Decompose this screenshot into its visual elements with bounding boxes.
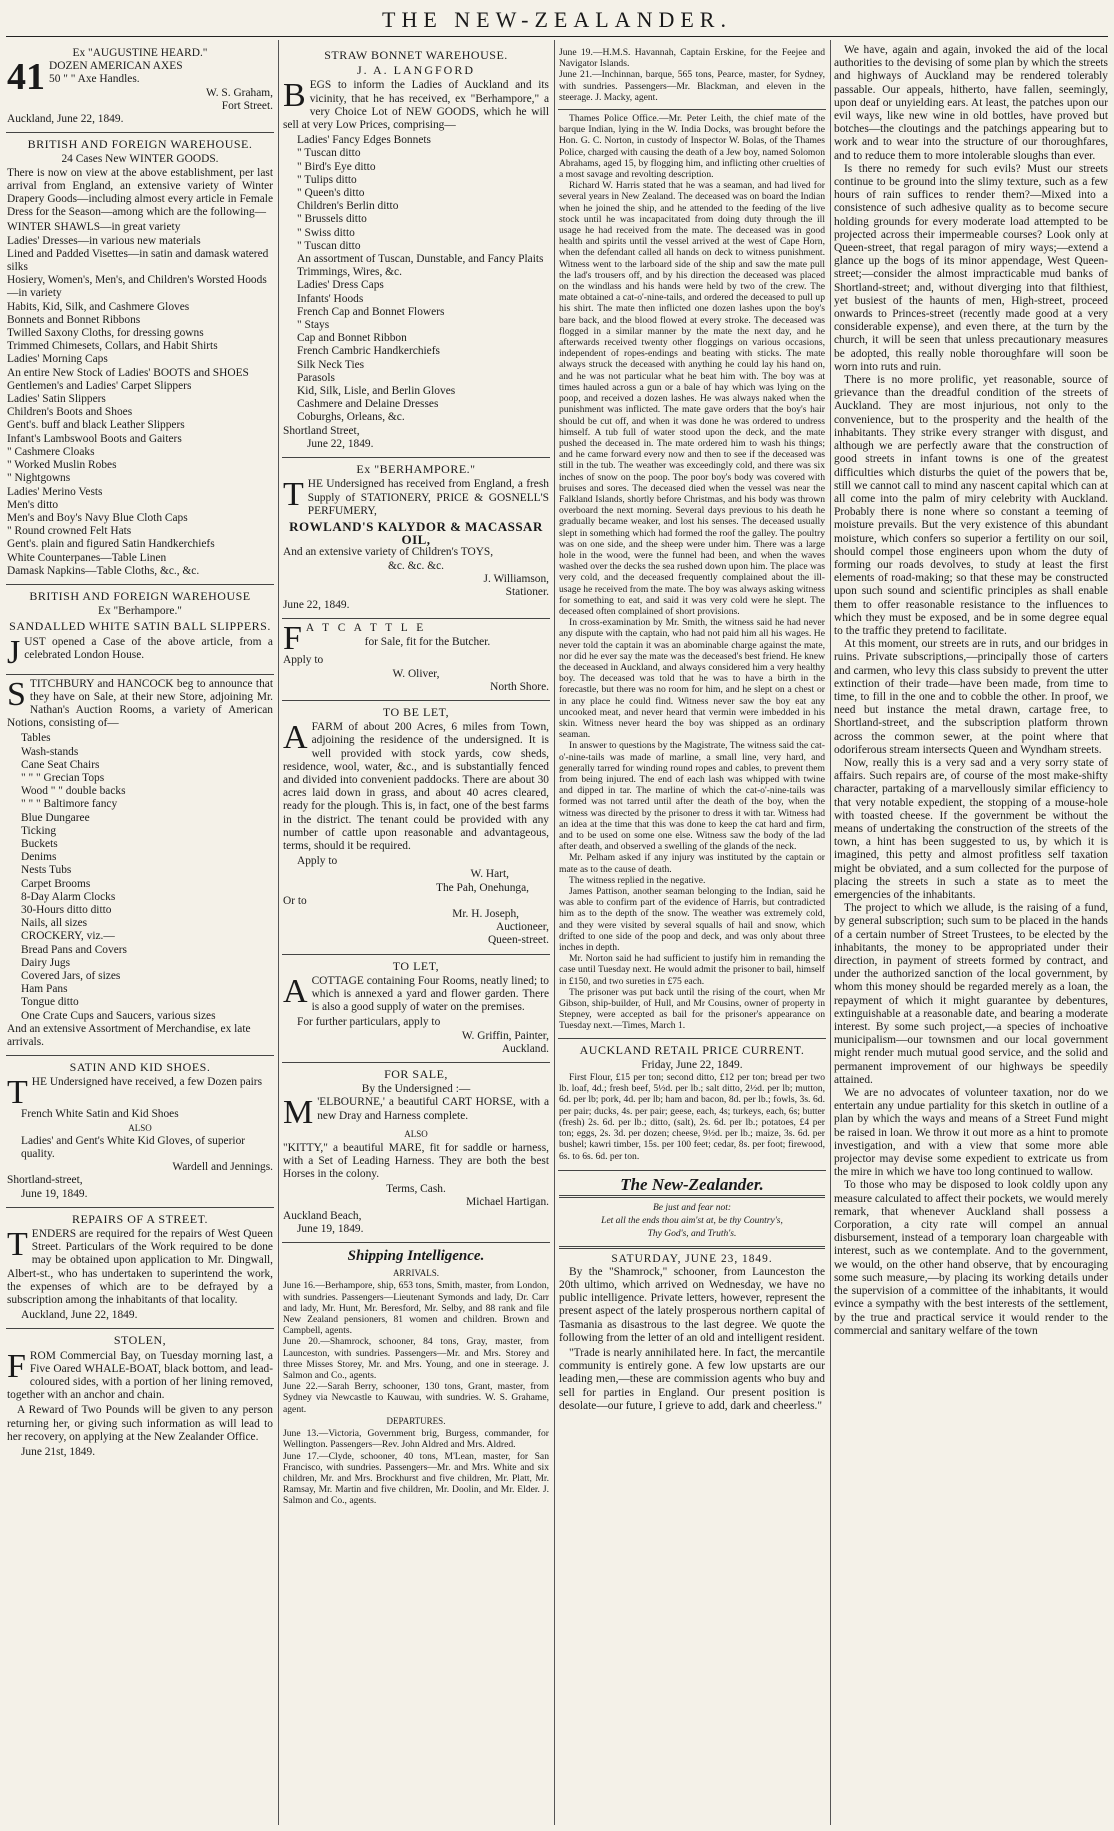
list-item: Ladies' Merino Vests xyxy=(7,485,103,498)
drop-cap: T xyxy=(7,1074,28,1112)
list-item: Men's and Boy's Navy Blue Cloth Caps xyxy=(7,511,188,524)
ad-title: TO BE LET, xyxy=(382,704,450,719)
ad-body: TITCHBURY and HANCOCK beg to announce that they have on Sale, at their new Store, adjoining Mr. Nathan's Auction Rooms, a variety of American Notions, consisting of— xyxy=(7,677,273,730)
ad-date: Auckland, June 22, 1849. xyxy=(21,1309,138,1322)
drop-cap: S xyxy=(7,675,26,713)
ad-signature: J. Williamson, xyxy=(483,572,549,585)
ad-repairs-street xyxy=(6,1208,274,1330)
drop-cap: M xyxy=(283,1094,314,1132)
list-item: White Counterpanes—Table Linen xyxy=(7,551,167,564)
editorial-paragraph: At this moment, our streets are in ruts, and our bridges in ruins. Private subscriptions,—principally those of carters and carmen, who levy this class subsidy to prevent the utter extinction of their trade—have been made, from time to time, to fill in the one and to cobble the other. In proof, we need but instance the metal drawn, cartage free, to Shortland-street, and the subscription platform thrown across the common sewer, at the point where that odoriferous stream intersects Queen and Wyndham streets. xyxy=(834,638,1108,756)
list-item: Nests Tubs xyxy=(21,864,72,877)
item-list xyxy=(7,221,273,577)
ad-signature: W. S. Graham, xyxy=(206,86,273,99)
editorial-paragraph: By the "Shamrock," schooner, from Launceston the 20th ultimo, which arrived on Wednesday, we have no public intelligence. Private letters, however, represent the present aspect of the lately prosperous northern capital of Tasmania as disastrous to the last degree. We quote the following from the letter of an old and intelligent resident. xyxy=(559,1265,825,1344)
ad-date: June 22, 1849. xyxy=(283,599,350,612)
ad-signature-title: Stationer. xyxy=(505,585,549,598)
list-item: Twilled Saxony Cloths, for dressing gowns xyxy=(7,327,204,340)
list-item: Men's ditto xyxy=(7,498,59,511)
ad-title: FOR SALE, xyxy=(384,1067,448,1082)
thames-police-report xyxy=(558,110,826,1039)
list-item: Blue Dungaree xyxy=(21,811,90,824)
price-current xyxy=(558,1039,826,1171)
shipping-entry: June 22.—Sarah Berry, schooner, 130 tons, Grant, master, from Sydney via Newcastle to Kauwau, with sundries. W. S. Grahame, agent. xyxy=(283,1381,549,1415)
ad-body: ROM Commercial Bay, on Tuesday morning last, a Five Oared WHALE-BOAT, black bottom, and lead-coloured sides, with a portion of her lining removed, together with an anchor and chain. xyxy=(7,1349,273,1402)
list-item: Carpet Brooms xyxy=(21,877,91,890)
section-title: AUCKLAND RETAIL PRICE CURRENT. xyxy=(579,1042,805,1057)
list-item: One Crate Cups and Saucers, various sizes xyxy=(21,1009,216,1022)
ad-line: DOZEN AMERICAN AXES xyxy=(49,60,183,73)
list-item: " Brussels ditto xyxy=(297,213,367,226)
list-item: WINTER SHAWLS—in great variety xyxy=(7,221,181,234)
list-item: Dairy Jugs xyxy=(21,956,71,969)
article-body xyxy=(559,113,825,1032)
ad-body: ENDERS are required for the repairs of West Queen Street. Particulars of the Work required to be done may be obtained upon application to Mr. Dingwall, Albert-st., who has undertaken to superintend the work, the expenses of which are to be defrayed by a subscription among the inhabitants of that locality. xyxy=(7,1228,273,1307)
list-item: " Bird's Eye ditto xyxy=(297,160,376,173)
list-item: Ladies' Dress Caps xyxy=(297,279,384,292)
list-item: Parasols xyxy=(297,371,335,384)
list-item: Cashmere and Delaine Dresses xyxy=(297,398,439,411)
list-item: Denims xyxy=(21,851,57,864)
editorial-paragraph: There is no more prolific, yet reasonable, source of grievance than the dreadful condition of the streets of Auckland. They are most injurious, not only to the convenience, but to the prosperity and the health of the inhabitants. They strike every stranger with disgust, and although we are perfectly aware that the construction of good streets in infant towns is one of the greatest difficulties which disturbs the quiet of the powers that be, still we cannot call to mind any nascent capital which can at all come into the palm of miry celebrity with Auckland. Probably there is none where so constant a teeming of moisture prevails. But the very existence of this abundant moisture, which confers so superior a fertility on our soil, should compel those engineers upon whom the duty of forming our roads devolves, to study at least the first elements of road-making; so that these may be constructed upon such sound and scientific principles as shall enable them to offer reasonable resistance to the influences to which they must be exposed, and be in some degree equal to the traffic they pretend to facilitate. xyxy=(834,374,1108,637)
editorial-paragraph: Is there no remedy for such evils? Must our streets continue to be ground into the slimy texture, such as a few hours of rain suffices to render them?—Mixed into a consistence of such adhesive quality as to become secure holding grounds for every moderate load attempted to be projected across their impermeable courses? Look only at Queen-street, that regal paragon of miry ways;—extend a glance up the bogs of its minor appendage, West Queen-street;—consider the almost impracticable mud banks of Shortland-street; and, without diverging into that filthiest, yet busiest of the haunts of men, High-street, proceed onwards to Princes-street (recently made good at a very considerable expense), and even there, at the turn by the church, it will be seen that unless precautionary measures be adopted, this really noble thoroughfare will soon be worn into ruts and ruin. xyxy=(834,162,1108,373)
ad-title: BRITISH AND FOREIGN WAREHOUSE. xyxy=(27,137,253,152)
editorial-paragraph: To those who may be disposed to look coldly upon any measure calculated to affect their pockets, we would merely remark, that whenever Auckland shall possess a Corporation, a city rate will compel an annual disbursement, instead of a temporary loan chargeable with interest, such as we contemplate. And to the government, we would, on the other hand observe, that by encouraging some such measure,—by placing its working details under the supervision of a committee of the inhabitants, it would evince a sympathy with the best interests of the settlement, by the true and practical service it would render to the commercial and sanitary welfare of the town xyxy=(834,1179,1108,1337)
column-4 xyxy=(834,44,1108,1824)
ad-title: STRAW BONNET WAREHOUSE. xyxy=(324,48,508,62)
ad-address: Auckland. xyxy=(501,1042,549,1055)
ad-address: Shortland Street, xyxy=(283,424,360,437)
ad-apply: For further particulars, apply to xyxy=(297,1016,441,1029)
item-list xyxy=(7,732,273,1022)
ad-source: Ex "BERHAMPORE." xyxy=(356,462,476,477)
list-item: Tables xyxy=(21,732,51,745)
ad-date: June 21st, 1849. xyxy=(21,1446,96,1459)
ad-body: UST opened a Case of the above article, from a celebrated London House. xyxy=(24,635,273,661)
ad-signature: W. Oliver, xyxy=(392,667,440,680)
ad-line: Ladies' and Gent's White Kid Gloves, of superior quality. xyxy=(21,1134,246,1161)
ad-heading: J. A. LANGFORD xyxy=(356,63,475,78)
ad-body: There is now on view at the above establishment, per last arrival from England, an extensive variety of Winter Drapery Goods—including almost every article in Female Dress for the Season—among which are the following— xyxy=(7,166,273,219)
article-paragraph: Richard W. Harris stated that he was a seaman, and had lived for several years in New Zealand. The deceased was on board the Indian when he joined the ship, and he attended to the feeding of the live stock until he was incapacitated from doing duty through the ill usage he had received from the mate. The deceased was in good health and spirits until the vessel arrived at the west of Cape Horn, when the defendant called all hands on deck to witness punishment. Witness went to the larboard side of the ship and saw the mate pull the lad's trousers off, and by his direction the deceased was placed on the windlass and his hands were held by two of the crew. The mate obtained a cat-o'-nine-tails, and ordered the deceased to pull up his shirt. The mate then inflicted one dozen lashes upon the boy's bare back, and the blood flowed at every stroke. The deceased was flogged in a similar manner by the mate the next day, and he afterwards received twenty other floggings on various occasions, independent of ropes-endings and beating with sticks. The mate always struck the deceased with anything he could lay his hand on, and he was not particular what he beat him with. The boy was at times hauled across a gun or a bale of hay which was lying on the poop, and received a dozen lashes. He was always naked when the punishment was inflicted. The mate gave orders that the boy's hair should be cut off, and when it was done he was ordered to undress himself. A tub full of water stood upon the deck, and the mate pushed the deceased in. The mate ordered him to wash his things; and he came forward every now and then to see if the deceased was still in the tub. The weather was exceedingly cold, and there was six inches of snow on the poop. The poor boy's body was covered with bruises and sores. The deceased died when the vessel was near the Falkland Islands, shortly before Christmas, and his body was thrown overboard the next morning. Several days previous to his death he gradually became weaker, and lost his senses. The deceased usually slept in something which had formed the roof the galley. The poultry was on one side, and the sheep were under him. There was a large hole in the wood, were the funnel had been, and when the waves washed over the decks the sea rushed down upon him. The place was very cold, and the deceased frequently complained about the ill-usage he received from the mate. The boy was always asking witness for something to eat, and said it was very cold were he slept. The deceased often complained of short provisions. xyxy=(559,180,825,617)
list-item: Tongue ditto xyxy=(21,996,79,1009)
list-item: " Stays xyxy=(297,319,330,332)
editorial-paragraph: We are no advocates of volunteer taxation, nor do we entertain any undue partiality for this sketch in outline of a plan by which the ways and means of a Street Fund might be raised in loan. We throw it out more as a hint to promote investigation, and with a view that some more able projector may devise some expedient to extricate us from the mire in which we have too long continued to wallow. xyxy=(834,1087,1108,1179)
list-item: " Queen's ditto xyxy=(297,187,365,200)
column-rule xyxy=(830,40,831,1825)
list-item: 8-Day Alarm Clocks xyxy=(21,890,116,903)
drop-cap: T xyxy=(7,1226,28,1264)
ad-signature: Michael Hartigan. xyxy=(466,1196,549,1209)
ad-body: "KITTY," a beautiful MARE, fit for saddle or harness, with a Set of Leading Harness. They are both the best Horses in the colony. xyxy=(283,1141,549,1181)
ad-address: Auckland Beach, xyxy=(283,1209,362,1222)
section-title: Shipping Intelligence. xyxy=(347,1248,485,1265)
list-item: Infants' Hoods xyxy=(297,292,364,305)
ad-straw-bonnet xyxy=(282,44,550,458)
departures-list xyxy=(283,1428,549,1506)
column-2 xyxy=(282,44,550,1824)
issue-date: SATURDAY, JUNE 23, 1849. xyxy=(611,1252,773,1265)
list-item: Cane Seat Chairs xyxy=(21,758,100,771)
list-item: 30-Hours ditto ditto xyxy=(21,903,112,916)
ad-body: A Reward of Two Pounds will be given to any person returning her, or giving such information as will lead to her recovery, on applying at the New Zealander Office. xyxy=(7,1404,273,1443)
list-item: Gentlemen's and Ladies' Carpet Slippers xyxy=(7,379,192,392)
price-list: First Flour, £15 per ton; second ditto, £12 per ton; bread per two lb. loaf, 4d.; fresh beef, 5½d. per lb.; salt ditto, 2½d. per lb; mutton, 6d. per lb; pork, 4d. per lb; ham and bacon, 8d. per lb.; fowls, 3s. 6d. per pair; ducks, 4s. per pair; geese, each, 4s; turkeys, each, 6s; butter (fresh) 2s. 6d. per lb.; ditto, (salt), 2s. 6d. per lb.; potatoes, £4 per ton; eggs, 2s. 3d. per dozen; cheese, 9½d. per lb.; maize, 3s. 6d. per bushel; kawri timber, 15s. per 100 feet; cedar, 8s. per foot; firewood, 6s. to 6s. 6d. per ton. xyxy=(559,1072,825,1162)
ad-address: North Shore. xyxy=(490,680,549,693)
list-item: An entire New Stock of Ladies' BOOTS and SHOES xyxy=(7,366,249,379)
shipping-continued xyxy=(558,44,826,110)
article-paragraph: Mr. Norton said he had sufficient to justify him in remanding the case until Tuesday next. He would admit the prisoner to bail, himself in £150, and two sureties in £75 each. xyxy=(559,953,825,987)
list-item: " Cashmere Cloaks xyxy=(7,445,95,458)
editorial-body xyxy=(834,44,1108,1338)
list-item: Wash-stands xyxy=(21,745,79,758)
list-item: Covered Jars, of sizes xyxy=(21,970,121,982)
ad-to-be-let-farm xyxy=(282,701,550,955)
list-item: Infant's Lambswool Boots and Gaiters xyxy=(7,432,182,445)
ad-title: BRITISH AND FOREIGN WAREHOUSE xyxy=(29,588,251,603)
ad-signature: W. Hart, xyxy=(470,868,509,881)
ad-heading: ROWLAND'S KALYDOR & MACASSAR OIL, xyxy=(289,518,543,548)
list-item: " " " Baltimore fancy xyxy=(21,798,118,811)
list-item: " Worked Muslin Robes xyxy=(7,459,117,472)
drop-cap: B xyxy=(283,77,306,115)
ad-address: Fort Street. xyxy=(221,99,273,112)
section-subtitle: ARRIVALS. xyxy=(392,1268,440,1279)
list-item: Nails, all sizes xyxy=(21,917,88,930)
ad-apply: Apply to xyxy=(283,654,324,667)
list-item: Ladies' Dresses—in various new materials xyxy=(7,234,201,247)
ad-heading: SANDALLED WHITE SATIN BALL SLIPPERS. xyxy=(9,619,271,634)
ad-signature: Mr. H. Joseph, xyxy=(452,907,519,920)
list-item: Hosiery, Women's, Men's, and Children's Worsted Hoods—in variety xyxy=(7,274,267,300)
ad-also: ALSO xyxy=(128,1122,152,1133)
list-item: " Tulips ditto xyxy=(297,173,357,186)
editorial-paragraph: Now, really this is a very sad and a very sorry state of affairs. Such repairs are, of course of the most make-shifty character, partaking of a marvellously similar efficiency to that very notable expedient, the stopping of a mouse-hole with toasted cheese. If the government be without the means of undertaking the construction of the streets of the town, a hint has been suggested to us, by which it is imagined, this petty and almost profitless self taxation might be obviated, and a sum collected for the purpose of placing the streets in such a state as to meet the emergencies of the inhabitants. xyxy=(834,756,1108,901)
list-item: CROCKERY, viz.— xyxy=(21,930,115,943)
ad-body: HE Undersigned has received from England, a fresh Supply of STATIONERY, PRICE & GOSNELL'S PERFUMERY, xyxy=(307,478,549,517)
ad-stolen xyxy=(6,1329,274,1465)
motto-line: Let all the ends thou aim'st at, be thy Country's, xyxy=(601,1216,783,1227)
editorial-paragraph: "Trade is nearly annihilated here. In fact, the mercantile community is entirely gone. A few low upstarts are our leading men,—these are commission agents who buy and sell for parties in England. Our present position is desolate—our future, I grieve to add, dark and cheerless." xyxy=(559,1346,825,1412)
motto-line: Be just and fear not: xyxy=(652,1202,732,1213)
column-1 xyxy=(6,44,274,1824)
article-paragraph: The witness replied in the negative. xyxy=(569,874,706,886)
ad-axes xyxy=(6,44,274,133)
masthead: THE NEW-ZEALANDER. xyxy=(6,2,1108,37)
list-item: Ham Pans xyxy=(21,983,68,996)
ad-body: 'ELBOURNE,' a beautiful CART HORSE, with a new Dray and Harness complete. xyxy=(317,1096,549,1122)
drop-cap: T xyxy=(283,476,304,514)
shipping-entry: June 13.—Victoria, Government brig, Burgess, commander, for Wellington. Passengers—Rev. John Aldred and Mrs. Aldred. xyxy=(283,1428,549,1451)
editorial-header xyxy=(558,1171,826,1421)
editorial-paragraph: The project to which we allude, is the raising of a fund, by general subscription; such sum to be placed in the hands of a certain number of Street Trustees, to be elected by the inhabitants, the money to be appropriated under their direction, in payment of streets formed by contract, and under the authorized sanction of the local government, by whom this money should be regarded merely as a loan, the repayment of which it might guarantee by debentures, extinguishable at a reasonable date, and bearing a moderate interest. By some such project,—a species of inchoative municipalism—our townsmen and our local government might render much mutual good service, and the solid and permanent improvement of our highways be speedily attained. xyxy=(834,902,1108,1086)
list-item: Gent's. buff and black Leather Slippers xyxy=(7,419,185,432)
list-item: French Cambric Handkerchiefs xyxy=(297,345,440,358)
ad-body: EGS to inform the Ladies of Auckland and its vicinity, that he has received, ex "Berhampore," a very Choice Lot of NEW GOODS, which he will sell at very Low Prices, comprising— xyxy=(283,79,549,132)
list-item: Bread Pans and Covers xyxy=(21,943,127,956)
list-item: Damask Napkins—Table Cloths, &c., &c. xyxy=(7,564,200,577)
ad-signature: W. Griffin, Painter, xyxy=(461,1029,549,1042)
ad-body: for Sale, fit for the Butcher. xyxy=(364,635,491,648)
list-item: " Nightgowns xyxy=(7,472,71,485)
list-item: Trimmings, Wires, &c. xyxy=(297,266,402,279)
section-subtitle: DEPARTURES. xyxy=(386,1415,446,1426)
ad-address: Shortland-street, xyxy=(7,1174,83,1187)
article-paragraph: In answer to questions by the Magistrate, The witness said the cat-o'-nine-tails was made of marline, a small line, very hard, and generally tarred for winding round ropes and cables, to prevent them from being injured. The end of each lash was whipped with twine and dipped in tar. The marline of which the cat-o'-nine-tails was formed was not tarred until after the death of the boy, when the witness was directed by the prisoner to dress it with tar. Witness had an idea at the time that this was done to keep the cat hard and firm, and to be used on some one else. Witness saw the body of the lad after death, and observed a swelling of the glands of the neck. xyxy=(559,740,825,853)
ad-signature-title: Auctioneer, xyxy=(496,921,549,934)
motto-line: Thy God's, and Truth's. xyxy=(647,1229,737,1240)
double-rule xyxy=(559,1246,825,1249)
arrivals-list xyxy=(283,1280,549,1414)
list-item: Trimmed Chimesets, Collars, and Habit Shirts xyxy=(7,340,218,353)
double-rule xyxy=(559,1195,825,1198)
ad-apply: Or to xyxy=(283,894,307,907)
list-item: Lined and Padded Visettes—in satin and damask watered silks xyxy=(7,247,269,274)
drop-cap: A xyxy=(283,972,308,1010)
ad-address: Queen-street. xyxy=(487,934,549,947)
article-paragraph: James Pattison, another seaman belonging to the Indian, said he was able to confirm part of the evidence of Harris, but contradicted him as to the depth of the snow. The weather was extremely cold, and they were visited by several squalls of hail and snow, which drifted to one side of the poop and deck, and was only about three inches in depth. xyxy=(559,886,825,954)
list-item: Wood " " double backs xyxy=(21,785,126,798)
list-item: Coburghs, Orleans, &c. xyxy=(297,411,405,424)
shipping-intelligence xyxy=(282,1243,550,1512)
list-item: Ladies' Fancy Edges Bonnets xyxy=(297,134,431,147)
ad-line: &c. &c. &c. xyxy=(388,559,444,572)
list-item: Ladies' Satin Slippers xyxy=(7,393,106,406)
ad-body: HE Undersigned have received, a few Dozen pairs xyxy=(31,1076,263,1089)
paper-title: The New-Zealander. xyxy=(620,1174,764,1194)
list-item: " Tuscan ditto xyxy=(297,239,361,252)
list-item: Habits, Kid, Silk, and Cashmere Gloves xyxy=(7,300,190,313)
article-paragraph: The prisoner was put back until the rising of the court, when Mr Gibson, ship-builder, of Hull, and Mr Cousins, owner of property in Stepney, were accepted as bail for the prisoner's appearance on Tuesday next.—Times, March 1. xyxy=(559,986,825,1032)
list-item: Children's Boots and Shoes xyxy=(7,406,133,419)
list-item: " " " Grecian Tops xyxy=(21,771,105,784)
list-item: " Tuscan ditto xyxy=(297,147,361,160)
list-item: Gent's. plain and figured Satin Handkerchiefs xyxy=(7,538,215,551)
list-item: Buckets xyxy=(21,837,58,850)
ad-line: Terms, Cash. xyxy=(386,1183,446,1196)
ad-date: June 19, 1849. xyxy=(21,1187,88,1200)
ad-stitchbury-hancock xyxy=(6,675,274,1057)
ad-line: 50 " " Axe Handles. xyxy=(49,73,140,86)
ad-title: TO LET, xyxy=(392,958,440,973)
ad-satin-slippers xyxy=(6,585,274,675)
column-3 xyxy=(558,44,826,1824)
drop-cap: F xyxy=(283,620,302,658)
drop-cap: F xyxy=(7,1347,26,1385)
ad-fat-cattle xyxy=(282,619,550,701)
shipping-entry: June 17.—Clyde, schooner, 40 tons, M'Lean, master, for San Francisco, with sundries. Passengers—Mr. and Mrs. White and six children, Mr. and Mrs. Brockhurst and five children, Mr. Platt, Mr. Ramsay, Mr. Martin and five children, Mr. Doolin, and Mr. Elder. J. Salmon and Co., agents. xyxy=(283,1450,549,1507)
shipping-text: June 19.—H.M.S. Havannah, Captain Erskine, for the Feejee and Navigator Islands. June 21.—Inchinnan, barque, 565 tons, Pearce, master, for Sydney, with sundries. Passengers—Mr. Blackman, and eleven in the steerage. J. Macky, agent. xyxy=(559,47,825,103)
column-rule xyxy=(278,40,279,1825)
ad-title: REPAIRS OF A STREET. xyxy=(71,1211,209,1226)
drop-cap: A xyxy=(283,719,308,757)
column-rule xyxy=(554,40,555,1825)
ad-date: Auckland, June 22, 1849. xyxy=(7,113,124,126)
list-item: Bonnets and Bonnet Ribbons xyxy=(7,313,141,326)
list-item: Ladies' Morning Caps xyxy=(7,353,108,366)
editorial-paragraph: We have, again and again, invoked the aid of the local authorities to the devising of some plan by which the streets and highways of Auckland may be rendered tolerably passable. Our appeals, hitherto, have fallen, seemingly, upon deaf or unyielding ears. At least, the patches upon our evil ways, like new wine in old bottles, have proved but botches—the cloutings and the patchings appearing but to work and to wear into the structure of our thoroughfares, and to reduce them to more intolerable sloughs than ever. xyxy=(834,44,1108,162)
ad-body: And an extensive variety of Children's TOYS, xyxy=(283,546,494,559)
list-item: Children's Berlin ditto xyxy=(297,200,399,213)
ad-quantity: 41 xyxy=(7,56,45,99)
ad-line: By the Undersigned :— xyxy=(361,1083,471,1096)
ad-apply: Apply to xyxy=(297,855,338,868)
ad-body: FARM of about 200 Acres, 6 miles from Town, adjoining the residence of the undersigned. It is well provided with stock yards, cow sheds, residence, wool, water, &c., and is substantially fenced and divided into convenient paddocks. There are about 30 acres laid down in grass, and about 40 acres cleared, ready for the plough. This is, in fact, one of the best farms in the district. The tenant could be provided with any number of cattle upon reasonable and advantageous, terms, should it be required. xyxy=(283,721,549,852)
shipping-entry: June 20.—Shamrock, schooner, 84 tons, Gray, master, from Launceston, with sundries. Passengers—Mr. and Mrs. Storey and three Misses Storey, Mr. and Mrs. Young, and one in steerage. J. Salmon and Co., agents. xyxy=(283,1336,549,1382)
list-item: Silk Neck Ties xyxy=(297,358,365,371)
drop-cap: J xyxy=(7,633,21,671)
ad-body: COTTAGE containing Four Rooms, neatly lined; to which is annexed a yard and flower garden. There is also a good supply of water on the premises. xyxy=(311,974,549,1014)
article-paragraph: Mr. Pelham asked if any injury was instituted by the captain or mate as to the cause of death. xyxy=(559,852,825,875)
ad-also: ALSO xyxy=(404,1129,428,1140)
ad-to-let-cottage xyxy=(282,955,550,1063)
ad-source: Ex "AUGUSTINE HEARD." xyxy=(72,47,208,59)
article-paragraph: Thames Police Office.—Mr. Peter Leith, the chief mate of the barque Indian, lying in the W. India Docks, was brought before the Hon. G. C. Norton, in custody of Inspector W. Bolas, of the Thames Police, charged with causing the death of a Jew boy, named Solomon Abrahams, aged 15, by flogging him, and inflicting other cruelties of a most savage and revolting description. xyxy=(559,113,825,181)
ad-british-foreign-warehouse xyxy=(6,133,274,585)
ad-subtitle: 24 Cases New WINTER GOODS. xyxy=(61,153,219,166)
ad-title: STOLEN, xyxy=(113,1333,167,1348)
list-item: Cap and Bonnet Ribbon xyxy=(297,332,407,345)
ad-satin-kid-shoes xyxy=(6,1056,274,1208)
list-item: " Swiss ditto xyxy=(297,226,355,239)
ad-body: And an extensive Assortment of Merchandise, ex late arrivals. xyxy=(7,1022,251,1049)
ad-source: Ex "Berhampore." xyxy=(98,605,182,618)
list-item: French Cap and Bonnet Flowers xyxy=(297,305,445,318)
shipping-entry: June 16.—Berhampore, ship, 653 tons, Smith, master, from London, with sundries. Passengers—Lieutenant Symonds and lady, Dr. Carr and lady, Mr. Hunt, Mr. Beresford, Mr. Selby, and 88 rank and file New Zealand pensioners, 81 women and children. Brown and Campbell, agents. xyxy=(283,1280,549,1337)
article-paragraph: In cross-examination by Mr. Smith, the witness said he had never any dispute with the captain, who had not paid him all his wages. He never told the captain it was an abominable charge against the mate, nor did he ever say the mate was the deceased's best friend. He knew the deceased in Auckland, and always considered him a very healthy boy. The deceased was told that he was to have a birth in the forecastle, but there was no room for him, and he slept on a chest or in any place he could find. Witness never saw the boy eat any uncooked meat, and never heard that vermin were imbedded in his skin. Witness never heard the boy was shipped as an ordinary seaman. xyxy=(559,617,825,741)
ad-signature: Wardell and Jennings. xyxy=(172,1161,273,1174)
ad-berhampore-stationery xyxy=(282,458,550,619)
list-item: " Round crowned Felt Hats xyxy=(7,525,132,538)
section-date: Friday, June 22, 1849. xyxy=(641,1058,743,1071)
item-list xyxy=(283,134,549,424)
ad-heading: A T C A T T L E xyxy=(305,622,427,635)
list-item: An assortment of Tuscan, Dunstable, and Fancy Plaits xyxy=(297,253,544,266)
ad-date: June 19, 1849. xyxy=(297,1222,364,1235)
list-item: Kid, Silk, Lisle, and Berlin Gloves xyxy=(297,385,456,398)
list-item: Ticking xyxy=(21,824,57,837)
ad-address: The Pah, Onehunga, xyxy=(436,881,529,894)
ad-title: SATIN AND KID SHOES. xyxy=(69,1060,211,1075)
ad-line: French White Satin and Kid Shoes xyxy=(21,1108,179,1121)
ad-date: June 22, 1849. xyxy=(307,437,374,450)
ad-for-sale-horses xyxy=(282,1063,550,1243)
